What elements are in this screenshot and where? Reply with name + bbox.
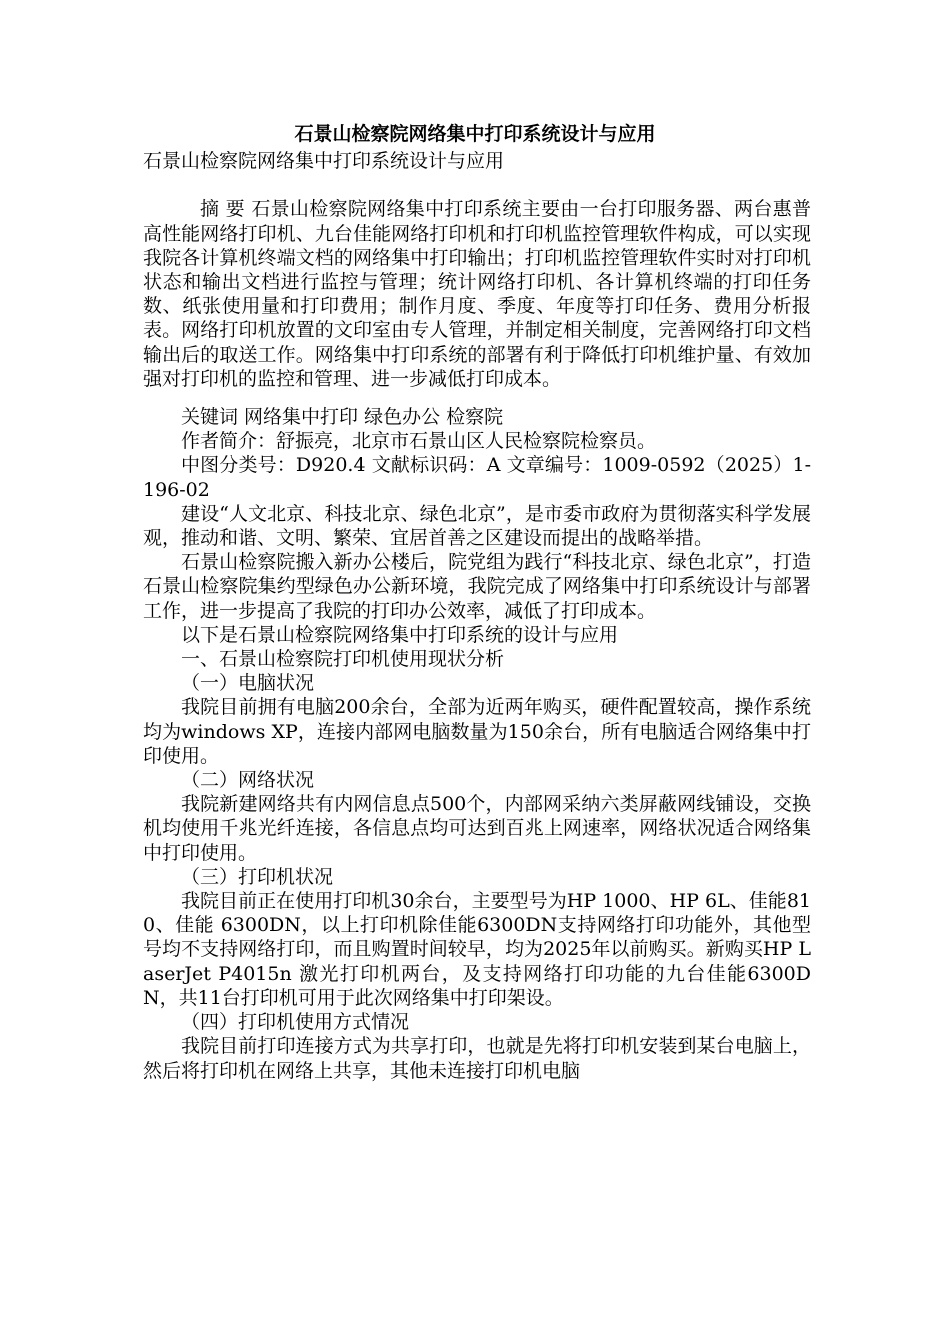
author-line: 作者简介：舒振亮，北京市石景山区人民检察院检察员。 (181, 430, 657, 453)
keywords-line: 关键词 网络集中打印 绿色办公 检察院 (181, 406, 504, 429)
document-title: 石景山检察院网络集中打印系统设计与应用 (294, 123, 656, 145)
subsection-heading: （三）打印机状况 (181, 865, 334, 888)
subsection-heading: （二）网络状况 (181, 769, 315, 792)
paragraph: 我院新建网络共有内网信息点500个，内部网采纳六类屏蔽网线铺设，交换机均使用千兆光纤连接，各信息点均可达到百兆上网速率，网络状况适合网络集中打印使用。 (143, 793, 811, 864)
paragraph: 以下是石景山检察院网络集中打印系统的设计与应用 (181, 623, 619, 646)
paragraph: 石景山检察院搬入新办公楼后，院党组为践行“科技北京、绿色北京”，打造石景山检察院集约型绿色办公新环境，我院完成了网络集中打印系统设计与部署工作，进一步提高了我院的打印办公效率，减低了打印成本。 (143, 551, 811, 622)
abstract-paragraph: 摘 要 石景山检察院网络集中打印系统主要由一台打印服务器、两台惠普高性能网络打印机、九台佳能网络打印机和打印机监控管理软件构成，可以实现我院各计算机终端文档的网络集中打印输出；打印机监控管理软件实时对打印机状态和输出文档进行监控与管理；统计网络打印机、各计算机终端的打印任务数、纸张使用量和打印费用；制作月度、季度、年度等打印任务、费用分析报表。网络打印机放置的文印室由专人管理，并制定相关制度，完善网络打印文档输出后的取送工作。网络集中打印系统的部署有利于降低打印机维护量、有效加强对打印机的监控和管理、进一步减低打印成本。 (143, 198, 811, 390)
classification-line: 中图分类号：D920.4 文献标识码：A 文章编号：1009-0592（2025）1-196-02 (143, 454, 811, 501)
subsection-heading: （四）打印机使用方式情况 (181, 1011, 410, 1034)
spacer (143, 173, 811, 197)
document-subtitle: 石景山检察院网络集中打印系统设计与应用 (143, 150, 505, 172)
section-heading: 一、石景山检察院打印机使用现状分析 (181, 648, 505, 671)
paragraph: 建设“人文北京、科技北京、绿色北京”，是市委市政府为贯彻落实科学发展观，推动和谐、文明、繁荣、宜居首善之区建设而提出的战略举措。 (143, 502, 811, 550)
subsection-heading: （一）电脑状况 (181, 672, 315, 695)
spacer (143, 391, 811, 405)
paragraph: 我院目前打印连接方式为共享打印，也就是先将打印机安装到某台电脑上，然后将打印机在网络上共享，其他未连接打印机电脑 (143, 1035, 811, 1082)
document-body (143, 149, 811, 1083)
paragraph: 我院目前拥有电脑200余台，全部为近两年购买，硬件配置较高，操作系统均为windows XP，连接内部网电脑数量为150余台，所有电脑适合网络集中打印使用。 (143, 696, 811, 767)
paragraph: 我院目前正在使用打印机30余台，主要型号为HP 1000、HP 6L、佳能810、佳能 6300DN，以上打印机除佳能6300DN支持网络打印功能外，其他型号均不支持网络打印，而且购置时间较早，均为2025年以前购买。新购买HP LaserJet P4015n 激光打印机两台，及支持网络打印功能的九台佳能6300DN，共11台打印机可用于此次网络集中打印架设。 (143, 890, 811, 1009)
